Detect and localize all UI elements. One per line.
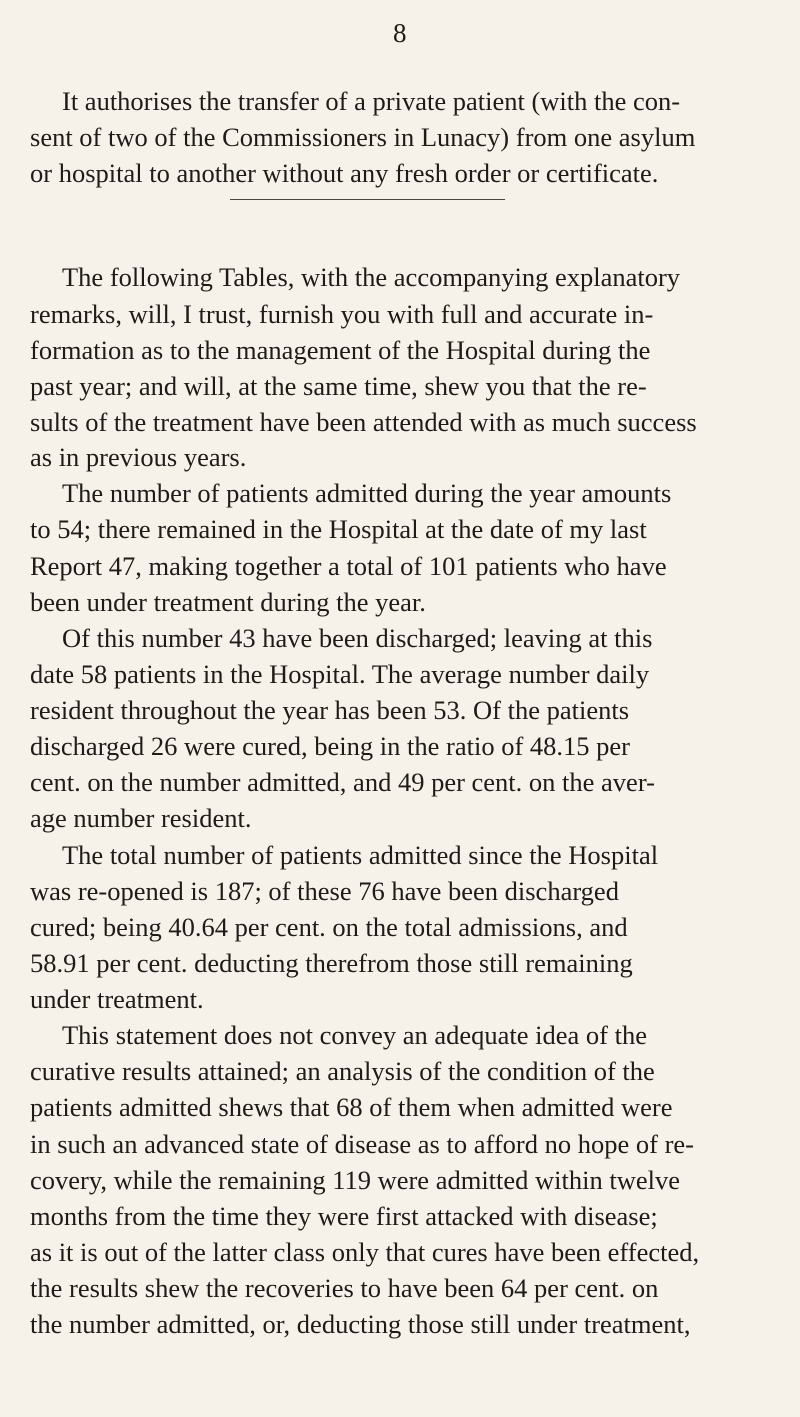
text-line: or hospital to another without any fresh order or certificate. (30, 158, 659, 188)
text-line: date 58 patients in the Hospital. The average number daily (30, 659, 650, 689)
text-line: curative results attained; an analysis of the condition of the (30, 1056, 655, 1086)
text-line: as in previous years. (30, 442, 247, 472)
text-line: sults of the treatment have been attended with as much success (30, 407, 697, 437)
text-line: resident throughout the year has been 53. Of the patients (30, 695, 630, 725)
page-number: 8 (393, 18, 407, 48)
text-line: under treatment. (30, 984, 204, 1014)
text-line: The total number of patients admitted since the Hospital (62, 840, 659, 870)
text-line: covery, while the remaining 119 were admitted within twelve (30, 1165, 681, 1195)
text-line: the results shew the recoveries to have been 64 per cent. on (30, 1273, 659, 1303)
text-line: Report 47, making together a total of 101 patients who have (30, 551, 667, 581)
text-line: This statement does not convey an adequate idea of the (62, 1020, 648, 1050)
text-line: to 54; there remained in the Hospital at the date of my last (30, 514, 647, 544)
text-line: It authorises the transfer of a private patient (with the con- (62, 86, 681, 116)
text-line: formation as to the management of the Hospital during the (30, 335, 651, 365)
text-line: past year; and will, at the same time, shew you that the re- (30, 371, 647, 401)
text-line: cured; being 40.64 per cent. on the total admissions, and (30, 912, 628, 942)
text-line: as it is out of the latter class only that cures have been effected, (30, 1237, 700, 1267)
text-line: Of this number 43 have been discharged; leaving at this (62, 623, 653, 653)
text-line: age number resident. (30, 803, 252, 833)
text-line: cent. on the number admitted, and 49 per cent. on the aver- (30, 767, 655, 797)
text-line: months from the time they were first attacked with disease; (30, 1201, 658, 1231)
text-line: 58.91 per cent. deducting therefrom those still remaining (30, 948, 633, 978)
text-line: remarks, will, I trust, furnish you with full and accurate in- (30, 299, 654, 329)
text-line: patients admitted shews that 68 of them when admitted were (30, 1092, 673, 1122)
text-line: been under treatment during the year. (30, 587, 426, 617)
text-line: was re-opened is 187; of these 76 have been discharged (30, 876, 619, 906)
text-line: The following Tables, with the accompanying explanatory (62, 262, 681, 292)
section-divider (230, 199, 505, 200)
text-line: the number admitted, or, deducting those still under treatment, (30, 1309, 691, 1339)
text-line: sent of two of the Commissioners in Lunacy) from one asylum (30, 122, 696, 152)
text-line: discharged 26 were cured, being in the ratio of 48.15 per (30, 731, 630, 761)
text-line: in such an advanced state of disease as to afford no hope of re- (30, 1129, 694, 1159)
text-line: The number of patients admitted during the year amounts (62, 478, 672, 508)
